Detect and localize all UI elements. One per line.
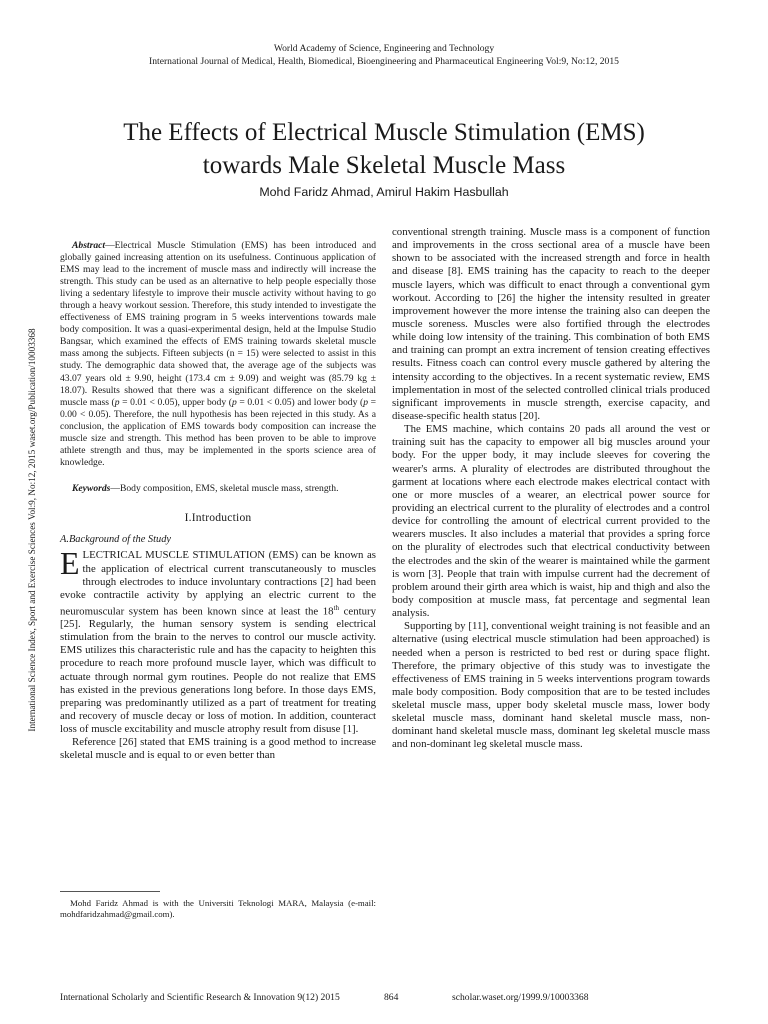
section-heading: I.Introduction bbox=[184, 511, 252, 525]
p-symbol: p bbox=[114, 396, 120, 408]
right-paragraph-2: The EMS machine, which contains 20 pads all around the vest or training suit has the capacity to empower all big muscles around your body. For the upper body, it may include sleeves for covering the wearer's arms. A plurality of electrodes are distributed throughout the garment at locations where each electrode makes electrical contact with one or more muscles of a wearer, an electrical power source for providing an electrical current to the plurality of electrodes and a control device for controlling the amount of electrical current provided to the wearers muscles. It also includes a material that provides a spring force on the plurality of electrodes such that electrical conductivity between the electrodes and the skin of the wearer is maintained while the garment is worn [3]. People that train with impulse current had the decrement of problem around their girth area which is waist, hip and thigh and also the body composition at muscle mass, fat percentage and segmental lean analysis. bbox=[392, 423, 710, 620]
right-paragraph-3: Supporting by [11], conventional weight training is not feasible and an alternative (using electrical muscle stimulation had been approached) is needed when a person is restricted to bed rest or during space flight. Therefore, the primary objective of this study was to investigate the effectiveness of EMS training in 5 weeks interventions program towards male body composition. Body composition that are to be tested includes skeletal muscle mass, upper body skeletal muscle mass, lower body skeletal muscle mass, dominant hand skeletal muscle mass, non-dominant hand skeletal muscle mass, dominant leg skeletal muscle mass and non-dominant leg skeletal muscle mass. bbox=[392, 620, 710, 751]
intro-paragraph-2: Reference [26] stated that EMS training is a good method to increase skeletal muscle and is equal to or even better than bbox=[60, 735, 376, 761]
keywords-text: —Body composition, EMS, skeletal muscle mass, strength. bbox=[110, 482, 339, 494]
footer-link[interactable]: scholar.waset.org/1999.9/10003368 bbox=[452, 992, 589, 1003]
footnote: Mohd Faridz Ahmad is with the Universiti Teknologi MARA, Malaysia (e-mail: mohdfaridzahmad@gmail.com). bbox=[60, 898, 376, 919]
header-publisher: World Academy of Science, Engineering and Technology bbox=[273, 43, 495, 54]
abstract-text: —Electrical Muscle Stimulation (EMS) has been introduced and globally gained increasing attention on its usefulness. Continuous application of EMS may lead to the increment of muscle mass and indirectly will increase the strength. This study can be used as an alternative to help people especially those living a sedentary lifestyle to improve their muscle activity without having to go through a heavy workout session. Therefore, this study intended to investigate the effectiveness of EMS training program in 5 weeks interventions towards male body composition. It was a quasi-experimental design, held at the Impulse Studio Bangsar, which examined the effects of EMS training towards skeletal muscle mass among the subjects. Fifteen subjects (n = 15) were selected to assist in this study. The demographic data showed that, the average age of the subjects was 43.07 years old ± 9.90, height (173.4 cm ± 9.09) and weight was (85.79 kg ± 18.07). Results showed that there was a significant difference on the skeletal muscle mass ( bbox=[60, 240, 376, 408]
abstract-text-3: = 0.01 < 0.05) and lower body ( bbox=[236, 396, 364, 408]
right-column bbox=[392, 226, 710, 752]
title-line-1: The Effects of Electrical Muscle Stimulation (EMS) bbox=[123, 119, 645, 146]
abstract-text-4: = 0.00 < 0.05). Therefore, the null hypothesis has been rejected in this study. As a conclusion, the application of EMS towards body composition can increase the muscle size and strength. This method has been proven to be able to improve athlete strength and thus, may be implemented in the sports science area of knowledge. bbox=[60, 396, 377, 468]
p-symbol: p bbox=[231, 396, 237, 408]
page-number: 864 bbox=[384, 992, 399, 1003]
title-line-2: towards Male Skeletal Muscle Mass bbox=[202, 152, 566, 179]
drop-cap: E bbox=[60, 545, 80, 582]
subsection-heading: A.Background of the Study bbox=[60, 534, 171, 546]
header-journal: International Journal of Medical, Health, Biomedical, Bioengineering and Pharmaceutical Engineering Vol:9, No:12, 2015 bbox=[149, 56, 619, 67]
abstract-text-2: = 0.01 < 0.05), upper body ( bbox=[119, 396, 232, 408]
journal-header bbox=[40, 42, 728, 68]
superscript: th bbox=[333, 603, 340, 612]
intro-text-a: LECTRICAL MUSCLE STIMULATION (EMS) can be known as the application of electrical current transcutaneously to muscles through electrodes to induce involuntary contractions [2] had been evoke contractile activity by applying an electric current to the neuromuscular system has been known since at least the 18 bbox=[60, 549, 376, 618]
right-paragraph-1: conventional strength training. Muscle mass is a component of function and improvements in the cross sectional area of a muscle have been shown to be associated with the increased strength and force in health and disease [8]. EMS training has the capacity to reach to the deeper muscle layers, which was difficult to enact through a conventional gym workout. According to [26] the higher the intensity resulted in greater improvement however the more intense the training also can deepen the muscle soreness. Muscles were also fortified through the electrodes while doing low intensity of the training. This combination of both EMS and training can prompt an extra increment of tension creating effectives results. Fitness coach can control every muscle gathered by altering the intensity according to the objectives. In a recent systematic review, EMS implementation in most of the selected controlled clinical trials produced significant improvements in muscle strength, exercise capacity, and disease-specific health status [20]. bbox=[392, 226, 710, 422]
footer-left: International Scholarly and Scientific Research & Innovation 9(12) 2015 bbox=[60, 992, 340, 1003]
keywords-label: Keywords bbox=[72, 482, 111, 494]
authors: Mohd Faridz Ahmad, Amirul Hakim Hasbullah bbox=[259, 185, 509, 199]
left-column bbox=[60, 240, 376, 762]
sidebar-citation: International Science Index, Sport and Exercise Sciences Vol:9, No:12, 2015 waset.org/Publication/10003368 bbox=[27, 328, 37, 732]
intro-paragraph-1 bbox=[60, 545, 377, 735]
abstract bbox=[60, 240, 376, 469]
paper-title bbox=[40, 116, 728, 182]
footnote-rule bbox=[60, 891, 160, 892]
abstract-label: Abstract bbox=[72, 240, 106, 251]
intro-text-b: century [25]. Regularly, the human sensory system is sending electrical stimulation from the brain to the nerves to control our muscle activity. EMS utilizes this characteristic rule and has the capacity to heighten this procedure to reach more profound muscle layer, which was difficult to actuate through normal gym routines. People do not realize that EMS has existed in the previous generations long before. In those days EMS, preparing was predominantly utilized as a part of treatment for treating and recovery of muscle decay or loss of motion. In addition, counteract loss of muscle excitability and muscle atrophy result from disuse [1]. bbox=[60, 605, 377, 735]
p-symbol: p bbox=[363, 396, 368, 408]
keywords bbox=[60, 483, 376, 496]
